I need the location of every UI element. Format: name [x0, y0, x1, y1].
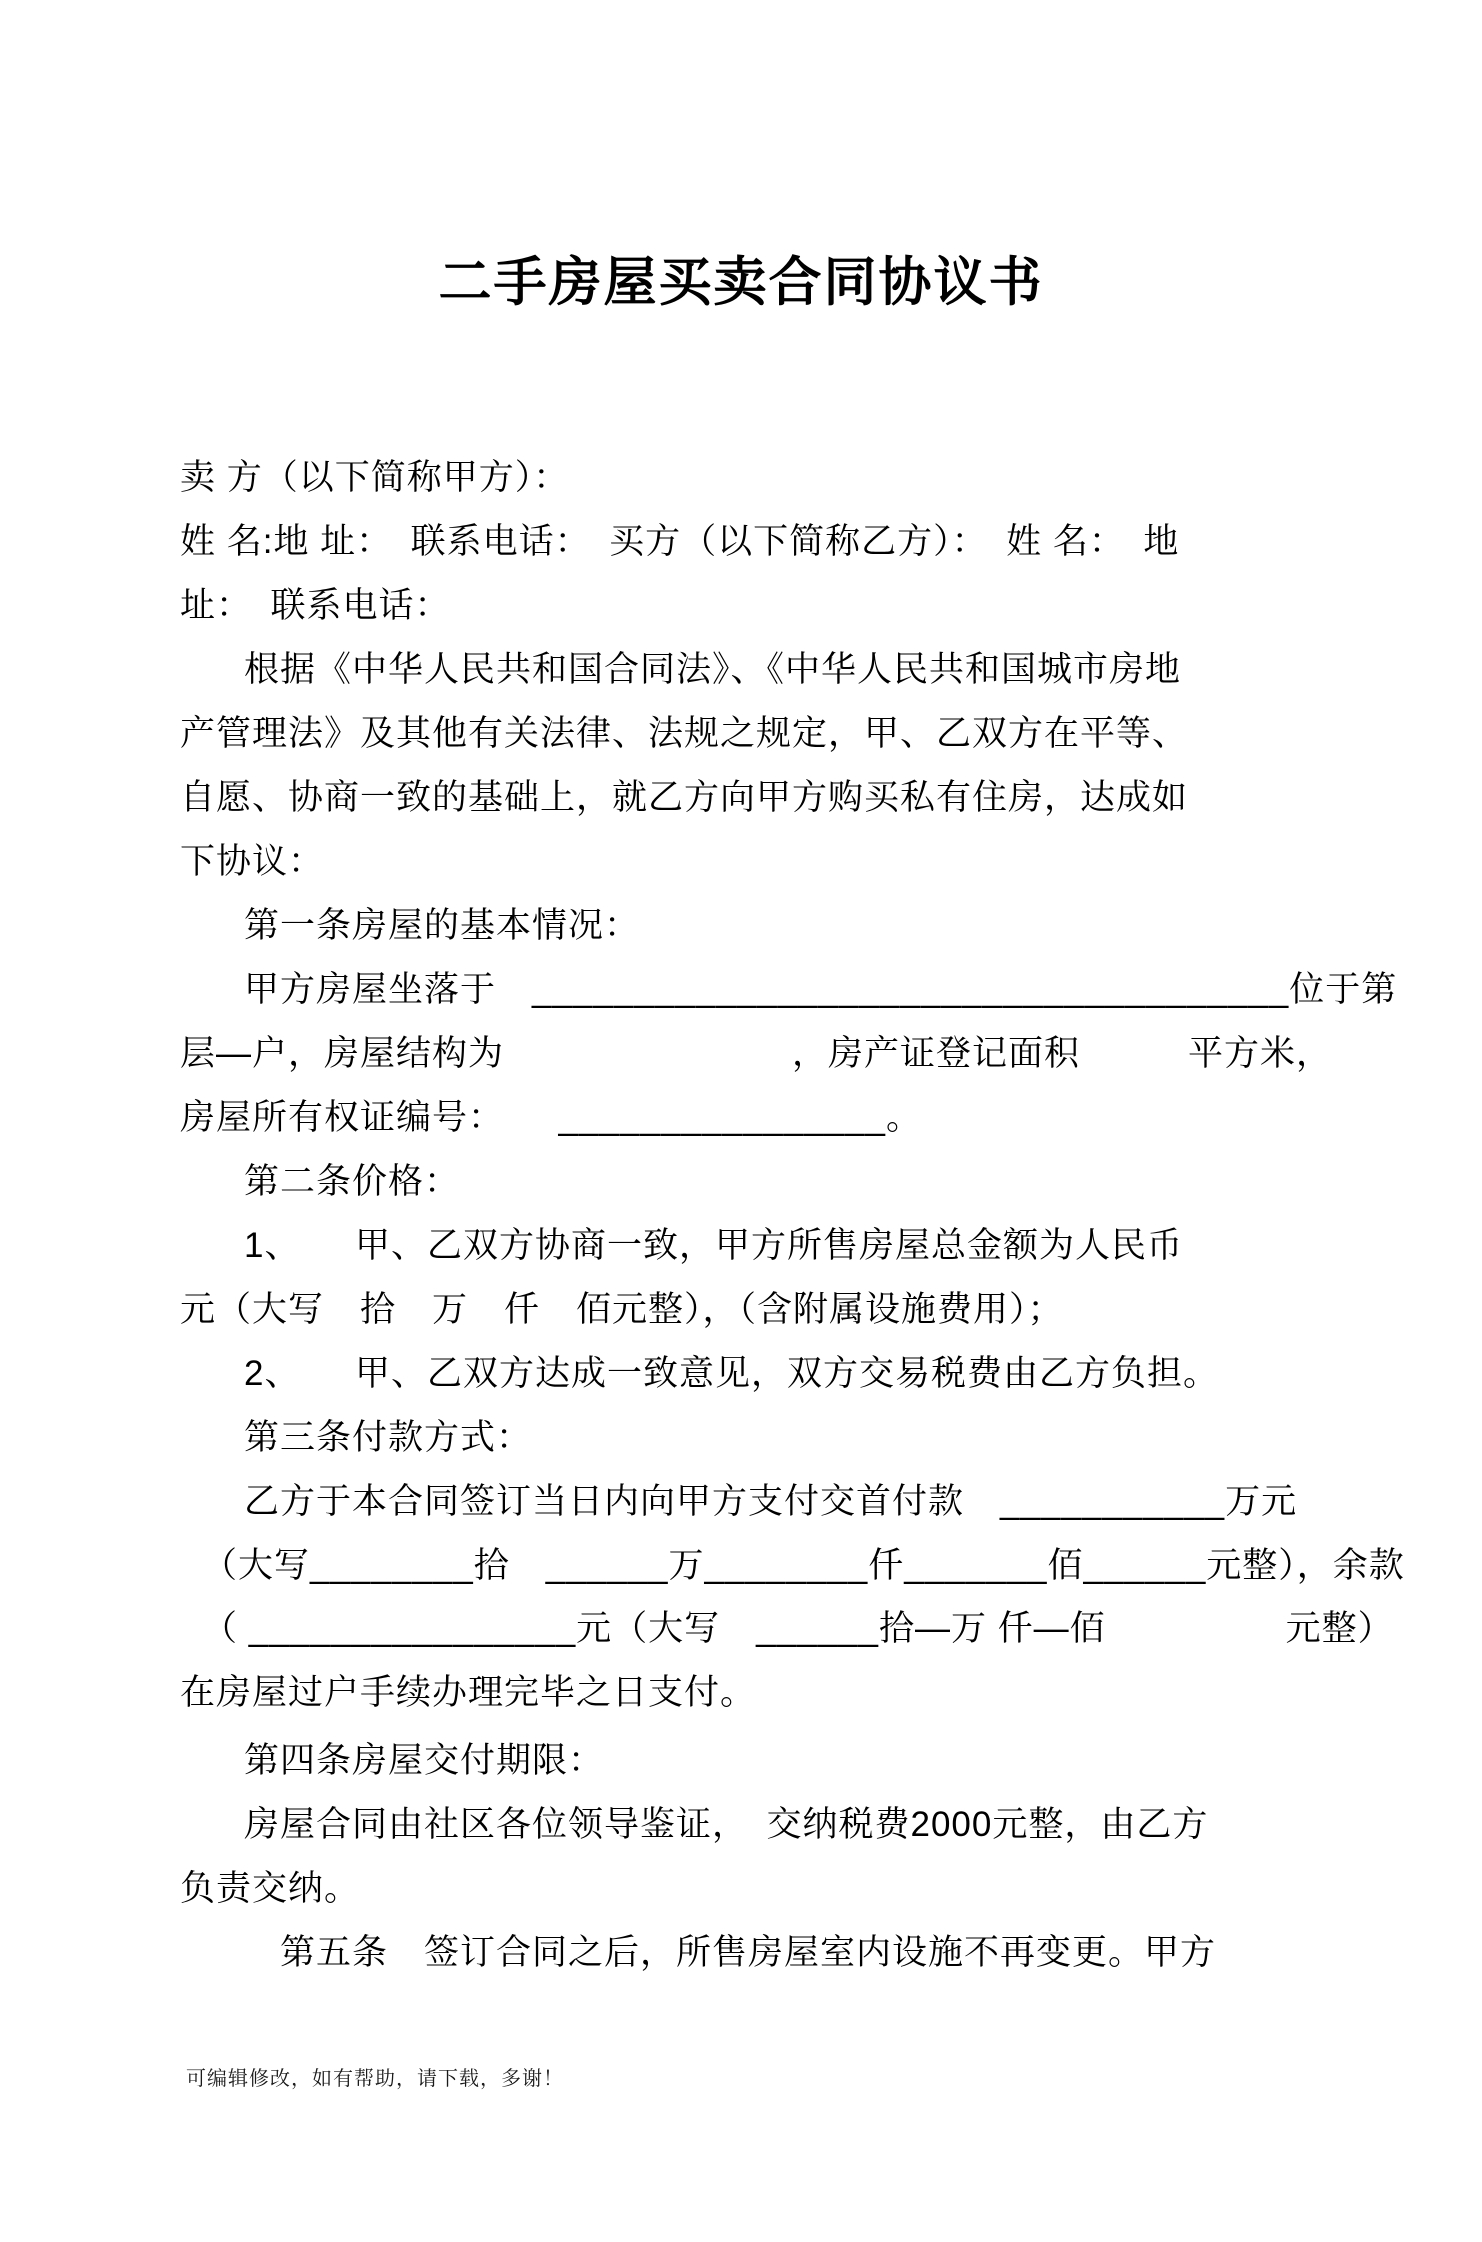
- contract-line-witness-fee: 房屋合同由社区各位领导鉴证， 交纳税费2000元整，由乙方: [244, 1805, 1209, 1844]
- contract-line-article3-head: 第三条付款方式：: [244, 1418, 533, 1457]
- contract-line-seller: 卖 方（以下简称甲方）：: [180, 458, 570, 497]
- contract-line-fee-payer: 负责交纳。: [180, 1869, 361, 1908]
- contract-line-downpayment: 乙方于本合同签订当日内向甲方支付交首付款 ___________万元: [244, 1482, 1298, 1521]
- contract-line-article1-head: 第一条房屋的基本情况：: [244, 906, 641, 945]
- contract-line-article2-head: 第二条价格：: [244, 1162, 461, 1201]
- contract-line-price-2: 元（大写 拾 万 仟 佰元整），（含附属设施费用）；: [180, 1290, 1064, 1329]
- contract-line-preamble-1: 根据《中华人民共和国合同法》、《中华人民共和国城市房地: [244, 650, 1182, 689]
- contract-line-tax: 2、 甲、乙双方达成一致意见，双方交易税费由乙方负担。: [244, 1354, 1219, 1393]
- contract-line-preamble-4: 下协议：: [180, 842, 325, 881]
- contract-line-address-phone: 址： 联系电话：: [180, 586, 451, 625]
- contract-line-preamble-3: 自愿、协商一致的基础上，就乙方向甲方购买私有住房，达成如: [180, 778, 1189, 817]
- contract-line-pay-on-transfer: 在房屋过户手续办理完毕之日支付。: [180, 1673, 757, 1712]
- contract-line-article4-head: 第四条房屋交付期限：: [244, 1741, 605, 1780]
- contract-line-balance: （ ________________元（大写 ______拾—万 仟—佰 元整）: [202, 1609, 1394, 1648]
- contract-line-structure: 层—户，房屋结构为 ，房产证登记面积 平方米，: [180, 1034, 1333, 1073]
- document-title: 二手房屋买卖合同协议书: [438, 253, 1044, 312]
- contract-line-article5: 第五条 签订合同之后，所售房屋室内设施不再变更。甲方: [280, 1933, 1217, 1972]
- contract-line-preamble-2: 产管理法》及其他有关法律、法规之规定，甲、乙双方在平等、: [180, 714, 1189, 753]
- contract-line-price-1: 1、 甲、乙双方协商一致，甲方所售房屋总金额为人民币: [244, 1226, 1183, 1265]
- download-note: 可编辑修改，如有帮助，请下载，多谢！: [186, 2068, 564, 2090]
- contract-line-name-address: 姓 名:地 址： 联系电话： 买方（以下简称乙方）： 姓 名： 地: [180, 522, 1180, 561]
- contract-line-location: 甲方房屋坐落于 _____________________________________位于第: [244, 970, 1398, 1009]
- contract-line-cert-number: 房屋所有权证编号： ________________。: [180, 1098, 922, 1137]
- contract-line-amount-words: （大写________拾 ______万________仟_______佰______元整），余款: [202, 1546, 1405, 1585]
